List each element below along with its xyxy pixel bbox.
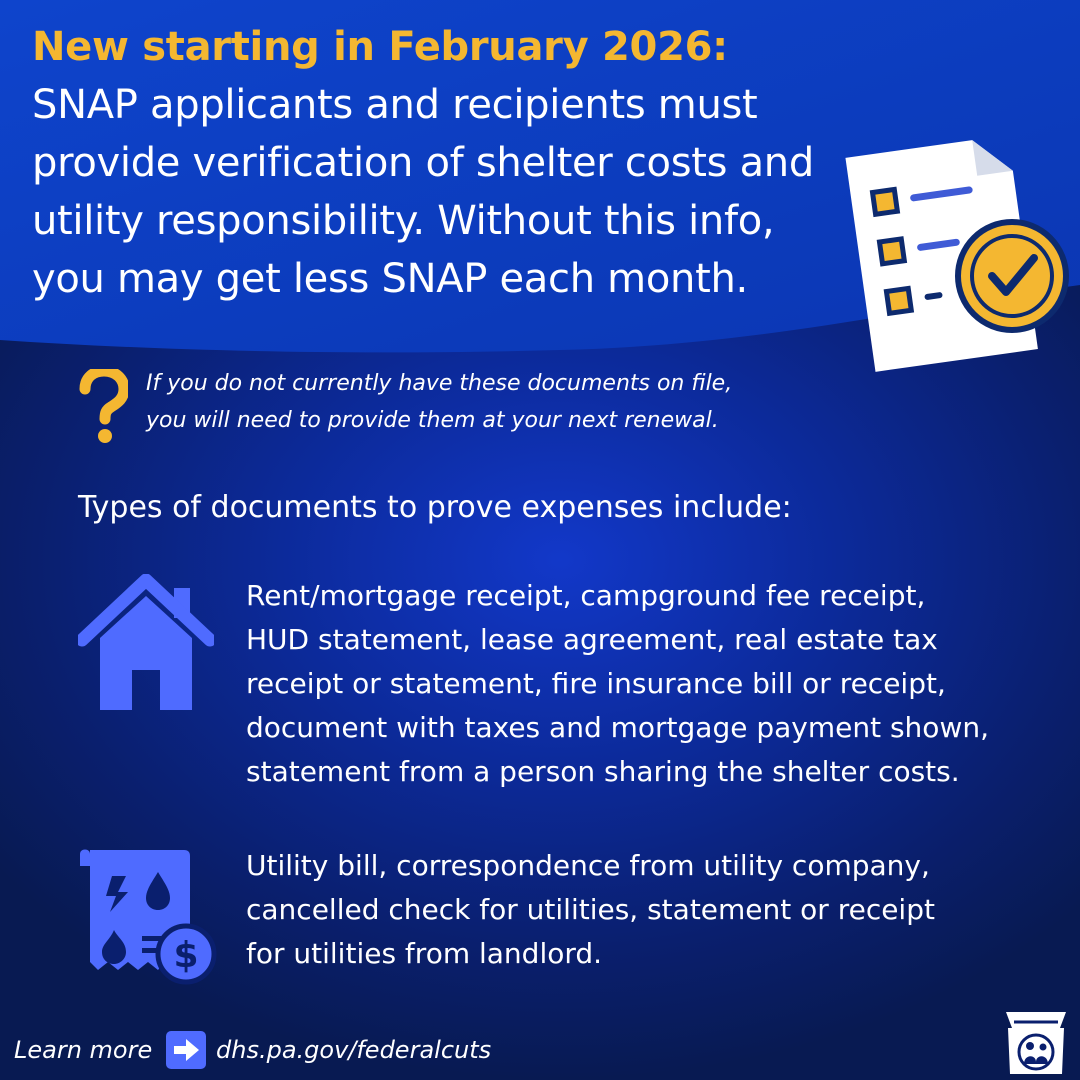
shelter-line: HUD statement, lease agreement, real estate tax xyxy=(246,623,938,656)
learn-more-label: Learn more xyxy=(14,1036,153,1064)
headline-highlight: New starting in February 2026: xyxy=(32,24,728,70)
svg-text:$: $ xyxy=(173,935,199,976)
shelter-line: document with taxes and mortgage payment shown, xyxy=(246,711,989,744)
shelter-line: Rent/mortgage receipt, campground fee receipt, xyxy=(246,579,926,612)
shelter-line: statement from a person sharing the shelter costs. xyxy=(246,755,960,788)
utility-documents-list xyxy=(246,844,1046,976)
renewal-note xyxy=(78,365,838,445)
note-line: If you do not currently have these documents on file, xyxy=(146,371,733,396)
utility-line: Utility bill, correspondence from utility company, xyxy=(246,849,930,882)
utility-line: cancelled check for utilities, statement or receipt xyxy=(246,893,935,926)
house-icon xyxy=(78,574,214,712)
pa-keystone-logo xyxy=(1004,1010,1068,1076)
note-text xyxy=(146,365,846,439)
checklist-icon xyxy=(828,126,1078,376)
utility-bill-icon xyxy=(78,846,218,986)
shelter-documents-list xyxy=(246,574,1046,794)
utility-line: for utilities from landlord. xyxy=(246,937,603,970)
shelter-line: receipt or statement, fire insurance bill or receipt, xyxy=(246,667,946,700)
headline-text: SNAP applicants and recipients must provide verification of shelter costs and utility responsibility. Without this info, you may get less SNAP each month. xyxy=(32,82,814,302)
note-line: you will need to provide them at your next renewal. xyxy=(146,408,719,433)
learn-more-link[interactable]: dhs.pa.gov/federalcuts xyxy=(216,1036,492,1064)
types-heading: Types of documents to prove expenses include: xyxy=(78,490,792,525)
arrow-right-icon xyxy=(166,1031,206,1069)
headline xyxy=(32,18,832,308)
question-mark-icon xyxy=(78,369,128,445)
